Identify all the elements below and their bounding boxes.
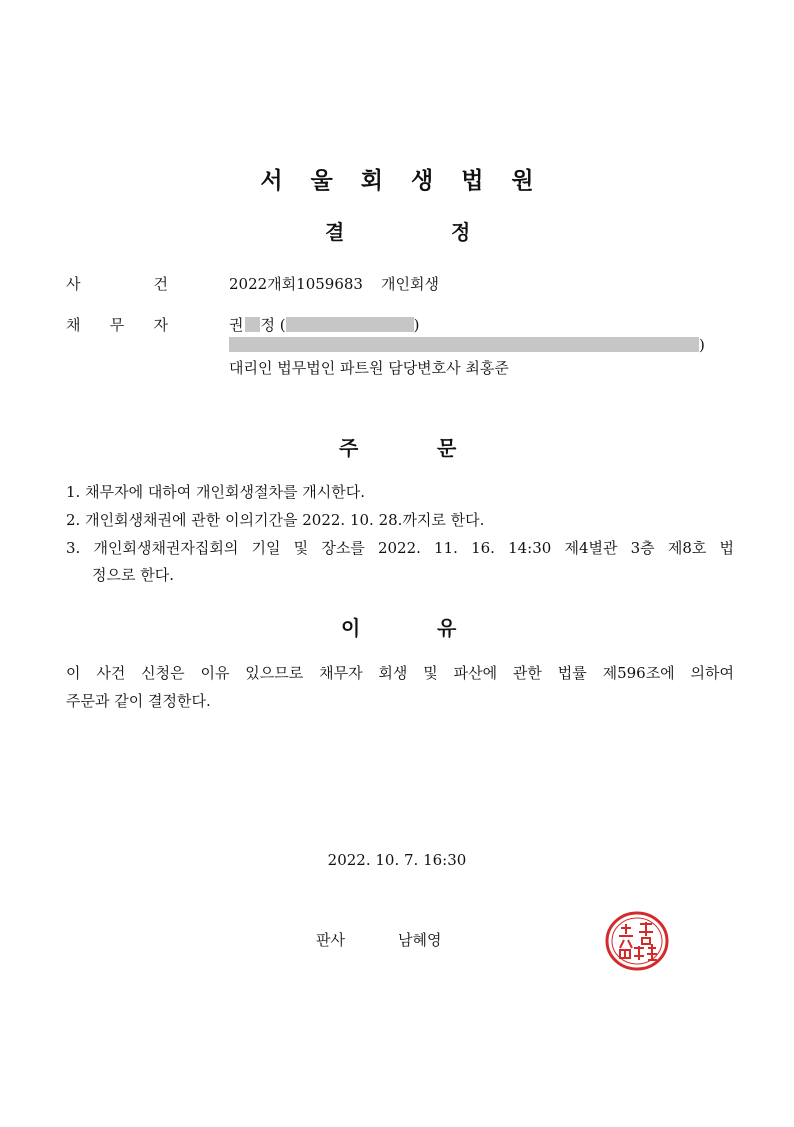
case-type: 개인회생 <box>380 275 439 293</box>
judge-title: 판사 <box>316 931 345 949</box>
debtor-name-last: 정 <box>260 316 275 334</box>
reason-heading-right: 유 <box>437 616 457 640</box>
doc-title-left: 결 <box>325 220 345 244</box>
case-label <box>66 273 168 294</box>
order-heading-right: 문 <box>437 436 457 460</box>
debtor-label: 채 무 자 <box>66 316 168 334</box>
order-item-number: 1. <box>66 483 81 501</box>
case-number <box>229 273 439 294</box>
order-item-number: 2. <box>66 511 81 529</box>
order-item <box>66 509 484 530</box>
paren-close: ) <box>699 336 705 354</box>
debtor-name <box>229 314 420 335</box>
debtor-name-first: 권 <box>229 316 244 334</box>
order-item-continued: 정으로 한다. <box>92 566 174 584</box>
redacted-id <box>286 317 414 332</box>
order-heading-left: 주 <box>339 436 359 460</box>
paren-open: ( <box>279 316 286 334</box>
case-label-char: 사 <box>66 275 81 293</box>
order-item-number: 3. <box>66 539 81 557</box>
order-item-text: 개인회생채권자집회의 기일 및 장소를 2022. 11. 16. 14:30 제4별관 3층 제8호 법 <box>93 539 734 557</box>
paren-close: ) <box>413 316 420 334</box>
reason-text-line: 주문과 같이 결정한다. <box>66 692 211 710</box>
order-item-text: 개인회생채권에 관한 이의기간을 2022. 10. 28.까지로 한다. <box>85 511 485 529</box>
reason-heading-left: 이 <box>341 616 361 640</box>
order-item <box>66 537 734 558</box>
case-number-value: 2022개회1059683 <box>229 275 363 293</box>
order-item <box>66 481 365 502</box>
reason-text-line: 이 사건 신청은 이유 있으므로 채무자 회생 및 파산에 관한 법률 제596조에 의하여 <box>66 664 734 682</box>
debtor-agent: 대리인 법무법인 파트원 담당변호사 최홍준 <box>229 359 509 377</box>
order-item-text: 채무자에 대하여 개인회생절차를 개시한다. <box>85 483 365 501</box>
debtor-address <box>229 336 705 354</box>
doc-title-right: 정 <box>451 220 471 244</box>
redacted-address <box>229 337 699 352</box>
judge-name: 남혜영 <box>398 931 442 949</box>
redacted-name-part <box>245 317 260 332</box>
court-name: 서울회생법원 <box>260 168 562 194</box>
case-label-char: 건 <box>153 275 168 293</box>
judge-seal-icon <box>604 910 670 972</box>
decision-date: 2022. 10. 7. 16:30 <box>327 851 467 869</box>
